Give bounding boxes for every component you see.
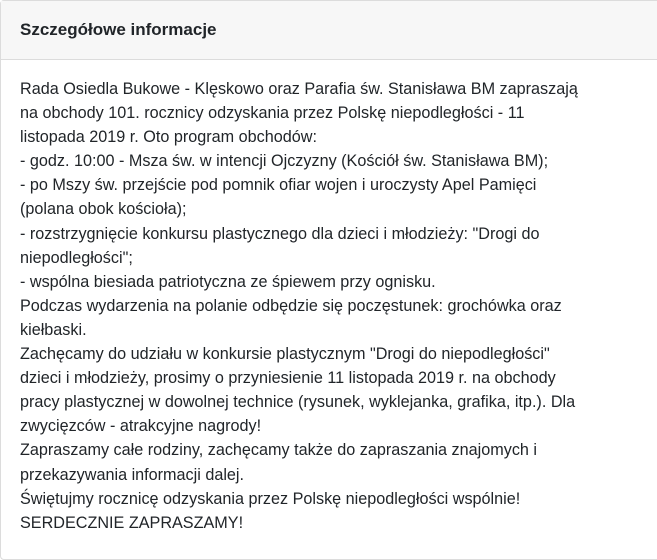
- description-line: Zachęcamy do udziału w konkursie plastycznym "Drogi do niepodległości": [20, 345, 550, 364]
- description-line: kiełbaski.: [20, 320, 87, 339]
- description-line: - wspólna biesiada patriotyczna ze śpiewem przy ognisku.: [20, 272, 436, 291]
- description-line: na obchody 101. rocznicy odzyskania przez Polskę niepodległości - 11: [20, 104, 525, 123]
- description-line: Podczas wydarzenia na polanie odbędzie się poczęstunek: grochówka oraz: [20, 296, 562, 315]
- description-line: pracy plastycznej w dowolnej technice (rysunek, wyklejanka, grafika, itp.). Dla: [20, 393, 576, 412]
- description-line: niepodległości";: [20, 248, 133, 267]
- card-header: [1, 1, 657, 60]
- event-description: [1, 60, 657, 535]
- description-line: listopada 2019 r. Oto program obchodów:: [20, 128, 317, 147]
- description-line: SERDECZNIE ZAPRASZAMY!: [20, 513, 244, 532]
- card-title: Szczegółowe informacje: [20, 20, 217, 39]
- description-line: (polana obok kościoła);: [20, 200, 187, 219]
- description-line: - rozstrzygnięcie konkursu plastycznego dla dzieci i młodzieży: "Drogi do: [20, 224, 540, 243]
- description-line: zwycięzców - atrakcyjne nagrody!: [20, 417, 262, 436]
- description-line: Świętujmy rocznicę odzyskania przez Polskę niepodległości wspólnie!: [20, 489, 521, 508]
- description-line: dzieci i młodzieży, prosimy o przyniesienie 11 listopada 2019 r. na obchody: [20, 369, 556, 388]
- description-line: - godz. 10:00 - Msza św. w intencji Ojczyzny (Kościół św. Stanisława BM);: [20, 152, 549, 171]
- description-line: - po Mszy św. przejście pod pomnik ofiar wojen i uroczysty Apel Pamięci: [20, 176, 537, 195]
- description-line: Zapraszamy całe rodziny, zachęcamy także do zapraszania znajomych i: [20, 441, 538, 460]
- description-line: Rada Osiedla Bukowe - Klęskowo oraz Parafia św. Stanisława BM zapraszają: [20, 80, 578, 98]
- description-line: przekazywania informacji dalej.: [20, 465, 245, 484]
